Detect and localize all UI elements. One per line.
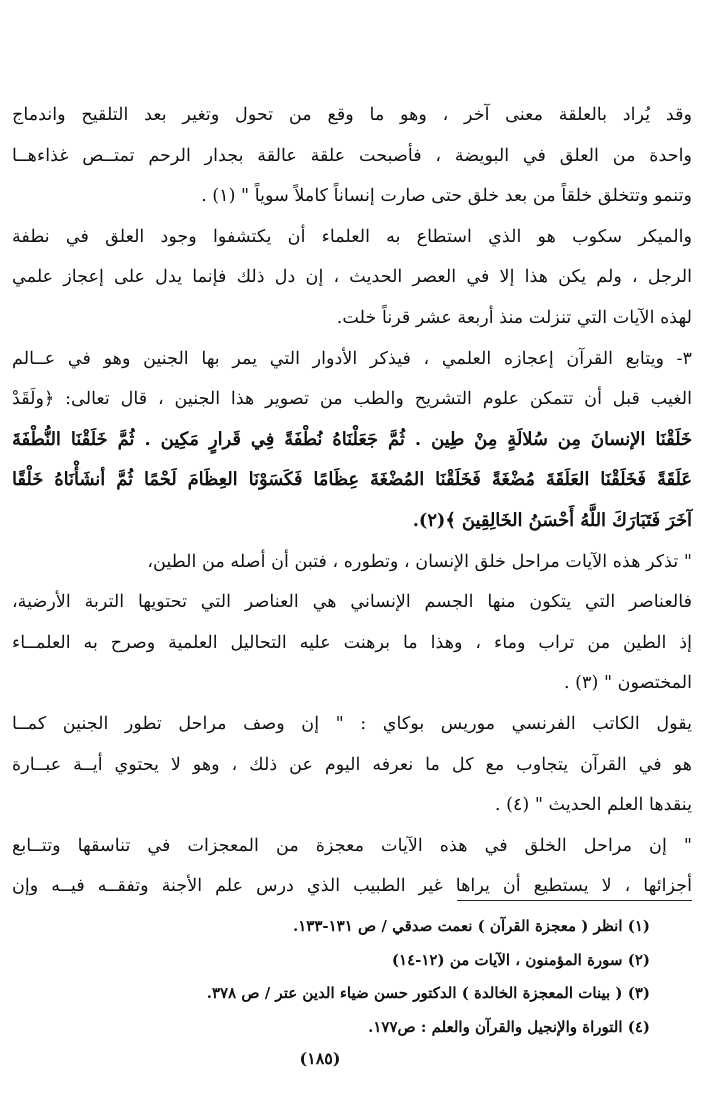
quran-verse-line-1: خَلَقْنَا الإنسانَ مِن سُلالَةٍ مِنْ طِين . ثُمَّ جَعَلْنَاهُ نُطْفَةً فِي قَرارٍ مَكِين . ثُمَّ خَلَقْنَا النُّطْفَةَ	[12, 428, 692, 450]
quran-verse-line-2: عَلَقَةً فَخَلَقْنَا العَلَقَةَ مُضْغَةً فَخَلَقْنَا المُضْغَةَ عِظَامًا فَكَسَوْنَا العِظَامَ لَحْمًا ثُمَّ أنشَأْنَاهُ خَلْقًا	[12, 469, 692, 491]
body-line-17: هو في القرآن يتجاوب مع كل ما نعرفه اليوم عن ذلك ، وهو لا يحتوي أيــة عبــارة	[12, 754, 692, 775]
body-line-1: وقد يُراد بالعلقة معنى آخر ، وهو ما وقع من تحول وتغير بعد التلقيح واندماج	[12, 105, 692, 125]
footnote-1: (١) انظر ( معجزة القرآن ) نعمت صدقي / ص ١٣١-١٣٣.	[292, 917, 650, 935]
quran-verse-line-3: آخَرَ فَتَبَارَكَ اللَّهُ أَحْسَنُ الخَالِقِينَ ﴾(٢).	[412, 509, 692, 531]
footnote-4: (٤) التوراة والإنجيل والقرآن والعلم : ص١٧٧.	[368, 1017, 650, 1036]
body-line-19: " إن مراحل الخلق في هذه الآيات معجزة من المعجزات في تناسقها وتتــابع	[12, 835, 692, 856]
footnote-2: (٢) سورة المؤمنون ، الآيات من (١٢-١٤)	[391, 950, 650, 969]
body-line-2: واحدة من العلق في البويضة ، فأصبحت علقة عالقة بجدار الرحم تمتــص غذاءهــا	[12, 145, 692, 166]
body-line-18: ينقدها العلم الحديث " (٤) .	[494, 795, 692, 816]
body-line-8: الغيب قبل أن تتمكن علوم التشريح والطب من تصوير هذا الجنين ، قال تعالى: ﴿ولَقَدْ	[12, 389, 692, 410]
body-line-20: أجزائها ، لا يستطيع أن يراها غير الطبيب الذي درس علم الأجنة وتفقــه فيــه وإن	[12, 876, 692, 897]
body-line-16: يقول الكاتب الفرنسي موريس بوكاي : " إن وصف مراحل تطور الجنين كمــا	[12, 713, 692, 734]
page-number: (١٨٥)	[299, 1049, 341, 1068]
body-line-3: وتنمو وتتخلق خلقاً من بعد خلق حتى صارت إنساناً كاملاً سوياً " (١) .	[201, 186, 692, 207]
footnotes	[30, 910, 650, 1044]
footnote-divider	[457, 900, 692, 901]
body-line-5: الرجل ، ولم يكن هذا إلا في العصر الحديث ، إن دل ذلك فإنما يدل على إعجاز علمي	[12, 267, 692, 288]
body-line-12: " تذكر هذه الآيات مراحل خلق الإنسان ، وتطوره ، فتبن أن أصله من الطين،	[147, 551, 692, 572]
body-line-14: إذ الطين من تراب وماء ، وهذا ما برهنت عليه التحاليل العلمية وصرح به العلمــاء	[12, 632, 692, 653]
body-line-15: المختصون " (٣) .	[563, 673, 692, 694]
body-line-6: لهذه الآيات التي تنزلت منذ أربعة عشر قرناً خلت.	[336, 307, 692, 328]
body-line-4: والميكر سكوب هو الذي استطاع به العلماء أن يكتشفوا وجود العلق في نطفة	[12, 226, 692, 247]
body-line-13: فالعناصر التي يتكون منها الجسم الإنساني هي العناصر التي تحتويها التربة الأرضية،	[12, 592, 692, 613]
footnote-3: (٣) ( بينات المعجزة الخالدة ) الدكتور حسن ضياء الدين عتر / ص ٣٧٨.	[206, 984, 650, 1002]
body-text	[12, 95, 692, 907]
body-line-7: ٣- ويتابع القرآن إعجازه العلمي ، فيذكر الأدوار التي يمر بها الجنين وهو في عــالم	[12, 348, 692, 369]
